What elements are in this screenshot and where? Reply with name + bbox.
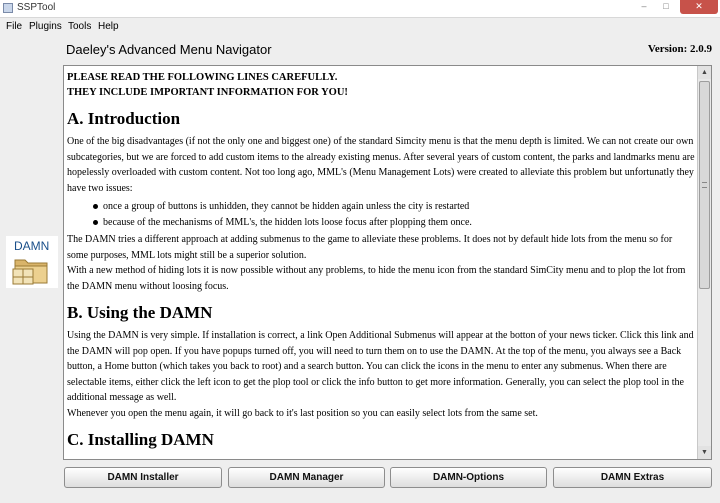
intro-bullet-1: once a group of buttons is unhidden, they cannot be hidden again unless the city is restarted	[91, 199, 695, 215]
title-bar	[0, 0, 720, 18]
scroll-up-button[interactable]: ▲	[698, 66, 711, 79]
intro-bullet-list	[91, 199, 695, 230]
document-content	[67, 70, 695, 455]
using-paragraph-2: Whenever you open the menu again, it will go back to it's last position so you can easily select lots from the same set.	[67, 407, 538, 419]
app-icon	[3, 3, 13, 13]
section-title-using: B. Using the DAMN	[67, 303, 213, 322]
maximize-button[interactable]: □	[663, 1, 669, 11]
window-title: SSPTool	[17, 2, 56, 13]
damn-plugin-tile[interactable]	[6, 236, 58, 288]
scroll-thumb[interactable]	[699, 81, 710, 289]
intro-bullet-2: because of the mechanisms of MML's, the hidden lots loose focus after plopping them once.	[91, 215, 695, 231]
intro-paragraph-2: The DAMN tries a different approach at adding submenus to the game to alleviate these problems. It does not by default hide lots from the menu so for some purposes, MML lots might still be a superior solution.	[67, 234, 673, 261]
section-title-introduction: A. Introduction	[67, 109, 181, 128]
document-viewer[interactable]	[63, 65, 712, 460]
section-title-installing: C. Installing DAMN	[67, 430, 214, 449]
scroll-grip-icon	[702, 182, 707, 188]
plugin-tile-label: DAMN	[14, 239, 50, 253]
scroll-down-button[interactable]: ▼	[698, 446, 711, 459]
minimize-button[interactable]: –	[641, 1, 647, 11]
menu-plugins[interactable]: Plugins	[29, 21, 62, 32]
notice-line-1: PLEASE READ THE FOLLOWING LINES CAREFULLY.	[67, 72, 338, 83]
menu-tools[interactable]: Tools	[68, 21, 92, 32]
version-label: Version: 2.0.9	[647, 43, 712, 55]
folder-icon	[9, 252, 53, 286]
damn-extras-button[interactable]: DAMN Extras	[553, 467, 712, 488]
menu-help[interactable]: Help	[98, 21, 119, 32]
intro-paragraph-3: With a new method of hiding lots it is now possible without any problems, to hide the menu icon from the standard SimCity menu and to plop the lot from the DAMN menu without loosing focus.	[67, 265, 686, 292]
intro-paragraph-1: One of the big disadvantages (if not the only one and biggest one) of the standard Simcity menu is that the menu depth is limited. We can not create our own subcategories, but we are forced to add custom items to the already existing menus. After several years of custom content, the parks and landmarks menu are hopelessly overloaded with custom content. Not too long ago, MML's (Menu Management Lots) were created to alleviate this problem but unfortunatly they have two issues:	[67, 136, 695, 194]
page-title: Daeley's Advanced Menu Navigator	[66, 42, 272, 57]
close-button[interactable]: ✕	[680, 0, 718, 14]
damn-installer-button[interactable]: DAMN Installer	[64, 467, 222, 488]
using-paragraph-1: Using the DAMN is very simple. If installation is correct, a link Open Additional Submenus will appear at the botton of your news ticker. Click this link and the DAMN will pop open. If you have popups turned off, you will need to turn them on to use the DAMN. At the top of the menu, you always see a Back button, a Home button (which takes you back to root) and a search button. You can click the icons in the menu to enter any submenus. When there are selectable items, either click the left icon to get the plop tool or click the info button to get more information. Generally, you can select the plop tool in the additional message as well.	[67, 330, 694, 403]
vertical-scrollbar[interactable]	[697, 66, 711, 459]
notice-line-2: THEY INCLUDE IMPORTANT INFORMATION FOR YOU!	[67, 87, 348, 98]
menu-bar	[0, 18, 720, 36]
damn-options-button[interactable]: DAMN-Options	[390, 467, 547, 488]
damn-manager-button[interactable]: DAMN Manager	[228, 467, 385, 488]
menu-file[interactable]: File	[6, 21, 23, 32]
